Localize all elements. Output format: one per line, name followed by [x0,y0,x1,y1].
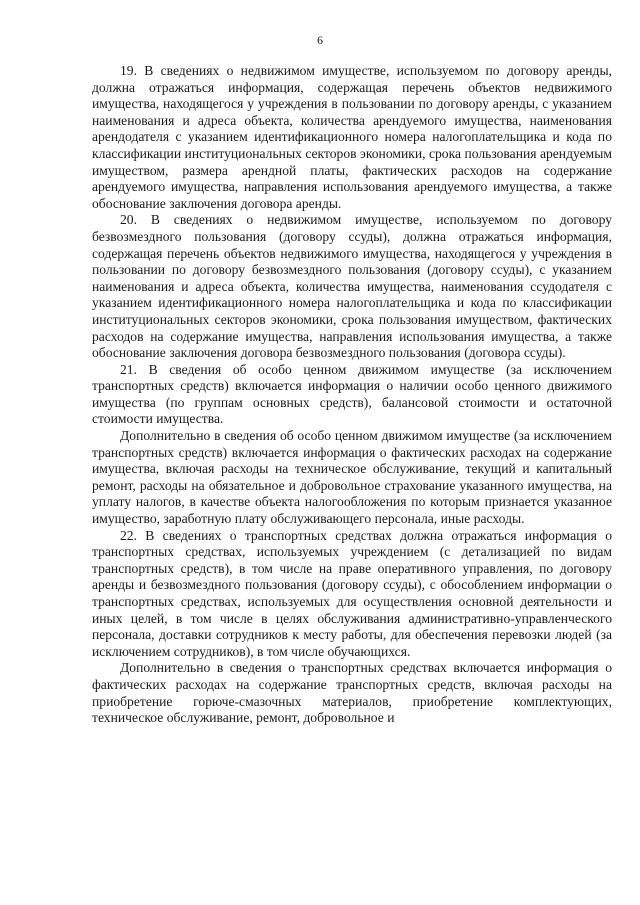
paragraph-21: 21. В сведения об особо ценном движимом имуществе (за исключением транспортных средств) включается информация о наличии особо ценного движимого имущества (по группам основных средств), балансовой стоимости и остаточной стоимости имущества. [92,361,612,427]
page-number: 6 [317,33,323,47]
paragraph-21-additional: Дополнительно в сведения об особо ценном движимом имуществе (за исключением транспортных средств) включается информация о фактических расходах на содержание имущества, включая расходы на техническое обслуживание, текущий и капитальный ремонт, расходы на обязательное и добровольное страхование указанного имущества, на уплату налогов, в качестве объекта налогообложения по которым признается указанное имущество, заработную плату обслуживающего персонала, иные расходы. [92,428,612,527]
paragraph-19: 19. В сведениях о недвижимом имуществе, используемом по договору аренды, должна отражаться информация, содержащая перечень объектов недвижимого имущества, находящегося у учреждения в пользовании по договору аренды, с указанием наименования и адреса объекта, количества арендуемого имущества, наименования арендодателя с указанием идентификационного номера налогоплательщика и кода по классификации институциональных секторов экономики, срока пользования арендуемым имуществом, размера арендной платы, фактических расходов на содержание арендуемого имущества, направления использования арендуемого имущества, а также обоснование заключения договора аренды. [92,63,612,211]
paragraph-20: 20. В сведениях о недвижимом имуществе, используемом по договору безвозмездного пользования (договору ссуды), должна отражаться информация, содержащая перечень объектов недвижимого имущества, находящегося у учреждения в пользовании по договору безвозмездного пользования (договору ссуды), с указанием наименования и адреса объекта, количества имущества, наименования ссудодателя с указанием идентификационного номера налогоплательщика и кода по классификации институциональных секторов экономики, срока пользования имуществом, фактических расходов на содержание имущества, направления использования имущества, а также обоснование заключения договора безвозмездного пользования (договора ссуды). [92,212,612,361]
paragraph-22-additional: Дополнительно в сведения о транспортных средствах включается информация о фактических расходах на содержание транспортных средств, включая расходы на приобретение горюче-смазочных материалов, приобретение комплектующих, техническое обслуживание, ремонт, добровольное и [92,660,612,726]
paragraph-22: 22. В сведениях о транспортных средствах должна отражаться информация о транспортных средствах, используемых учреждением (с детализацией по видам транспортных средств), в том числе на праве оперативного управления, по договору аренды и безвозмездного пользования (договору ссуды), с обособлением информации о транспортных средствах, используемых для осуществления основной деятельности и иных целей, в том числе в целях обслуживания административно-управленческого персонала, доставки сотрудников к месту работы, для обеспечения перевозки людей (за исключением сотрудников), в том числе обучающихся. [92,527,612,659]
document-body [92,63,612,727]
